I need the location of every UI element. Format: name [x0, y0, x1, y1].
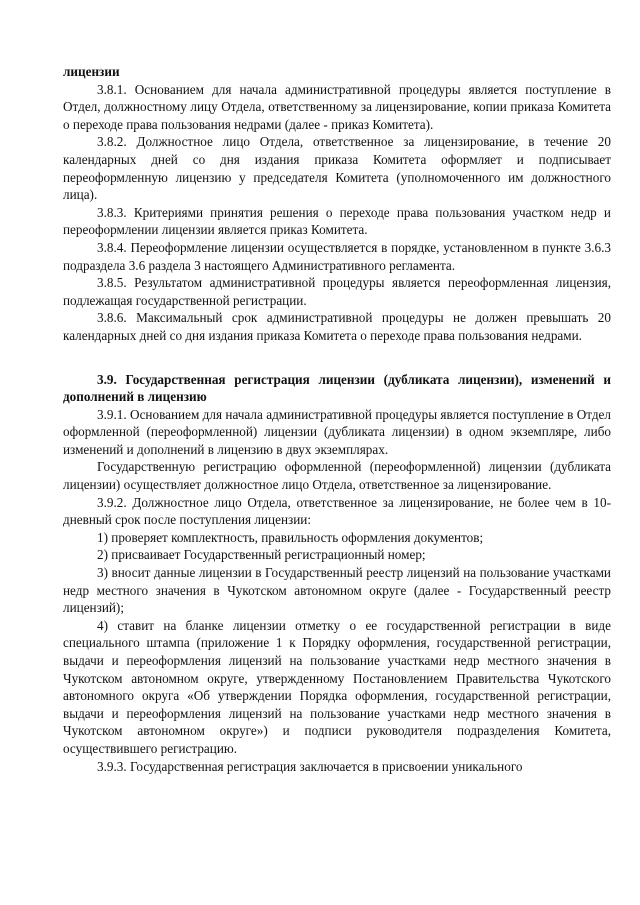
paragraph-3-8-4: 3.8.4. Переоформление лицензии осуществляется в порядке, установленном в пункте 3.6.3 подраздела 3.6 раздела 3 настоящего Административного регламента.	[63, 239, 611, 273]
paragraph-3-8-6: 3.8.6. Максимальный срок административной процедуры не должен превышать 20 календарных дней со дня издания приказа Комитета о переходе права пользования недрами.	[63, 310, 611, 343]
section-gap	[63, 345, 611, 371]
list-item-1: 1) проверяет комплектность, правильность оформления документов;	[97, 529, 484, 545]
list-item-4: 4) ставит на бланке лицензии отметку о ее государственной регистрации в виде специального штампа (приложение 1 к Порядку оформления, государственной регистрации, выдачи и переоформления лицензий на пользование участками недр местного значения в Чукотском автономном округе, утвержденному Постановлением Правительства Чукотского автономного округа «Об утверждении Порядка оформления, государственной регистрации, выдачи и переоформления лицензий на пользование участками недр местного значения в Чукотском автономном округе») и подписи руководителя подразделения Комитета, осуществившего регистрацию.	[63, 617, 611, 756]
paragraph-3-8-2: 3.8.2. Должностное лицо Отдела, ответственное за лицензирование, в течение 20 календарных дней со дня издания приказа Комитета оформляет и подписывает переоформленную лицензию у председателя Комитета (уполномоченного им должностного лица).	[63, 134, 611, 203]
section-heading-3-9: 3.9. Государственная регистрация лицензии (дубликата лицензии), изменений и дополнений в лицензию	[63, 371, 611, 405]
paragraph-3-9-1: 3.9.1. Основанием для начала административной процедуры является поступление в Отдел оформленной (переоформленной) лицензии (дубликата лицензии) в одном экземпляре, либо изменений и дополнений в лицензию в двух экземплярах.	[63, 406, 611, 457]
paragraph-registration: Государственную регистрацию оформленной (переоформленной) лицензии (дубликата лицензии) осуществляет должностное лицо Отдела, ответственное за лицензирование.	[63, 459, 611, 493]
paragraph-3-9-3: 3.9.3. Государственная регистрация заключается в присвоении уникального	[97, 758, 523, 774]
paragraph-3-8-5: 3.8.5. Результатом административной процедуры является переоформленная лицензия, подлежащая государственной регистрации.	[63, 275, 611, 308]
list-item-2: 2) присваивает Государственный регистрационный номер;	[97, 547, 426, 563]
paragraph-3-8-1: 3.8.1. Основанием для начала административной процедуры является поступление в Отдел, должностному лицу Отдела, ответственному за лицензирование, копии приказа Комитета о переходе права пользования недрами (далее - приказ Комитета).	[63, 81, 611, 132]
paragraph-3-8-3: 3.8.3. Критериями принятия решения о переходе права пользования участком недр и переоформлении лицензии является приказ Комитета.	[63, 204, 611, 238]
list-item-3: 3) вносит данные лицензии в Государственный реестр лицензий на пользование участками недр местного значения в Чукотском автономном округе (далее - Государственный реестр лицензий);	[63, 565, 611, 616]
paragraph-3-9-2: 3.9.2. Должностное лицо Отдела, ответственное за лицензирование, не более чем в 10-дневный срок после поступления лицензии:	[63, 494, 611, 528]
paragraph-continuation-heading: лицензии	[63, 64, 120, 79]
